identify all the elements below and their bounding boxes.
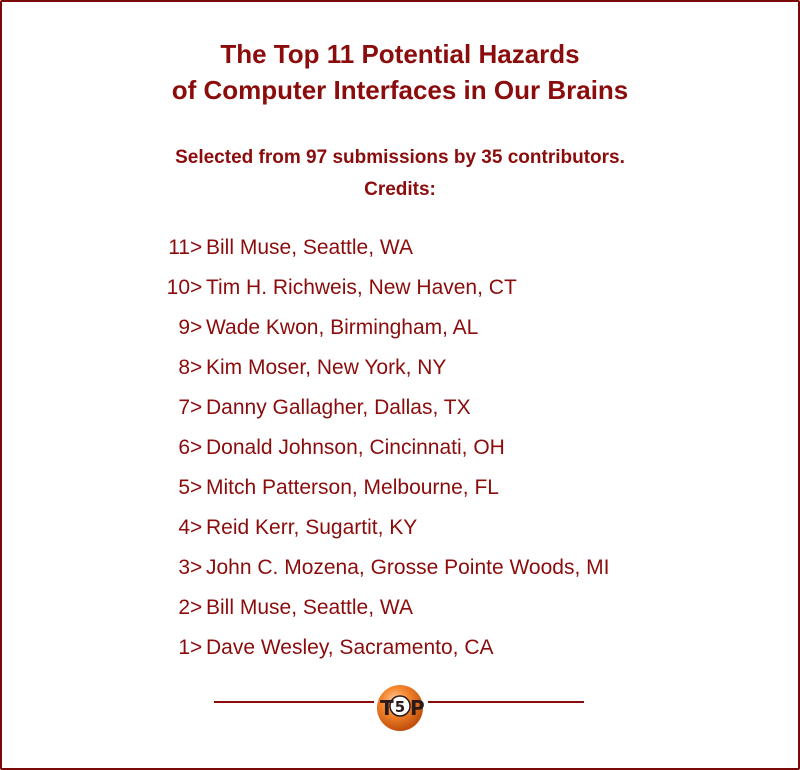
- contributor-name: John C. Mozena, Grosse Pointe Woods, MI: [206, 556, 610, 579]
- rank-separator: >: [190, 316, 203, 339]
- list-item: [0, 588, 800, 628]
- rank-separator: >: [190, 516, 203, 539]
- rank-number: 11: [168, 236, 190, 259]
- list-item: [0, 268, 800, 308]
- rank-separator: >: [190, 276, 203, 299]
- contributor-name: Bill Muse, Seattle, WA: [206, 236, 413, 259]
- list-item: [0, 388, 800, 428]
- rank-separator: >: [190, 636, 203, 659]
- contributor-name: Dave Wesley, Sacramento, CA: [206, 636, 494, 659]
- top5-logo: [372, 682, 428, 732]
- rank-number: 5: [178, 476, 190, 499]
- rank-number: 6: [178, 436, 190, 459]
- rank-number: 1: [178, 636, 190, 659]
- title-line-2: of Computer Interfaces in Our Brains: [171, 75, 629, 105]
- contributor-name: Danny Gallagher, Dallas, TX: [206, 396, 471, 419]
- contributor-name: Bill Muse, Seattle, WA: [206, 596, 413, 619]
- divider-left: [214, 701, 374, 703]
- rank-number: 4: [178, 516, 190, 539]
- rank-number: 2: [178, 596, 190, 619]
- rank-number: 9: [178, 316, 190, 339]
- rank-separator: >: [190, 396, 203, 419]
- rank-number: 10: [166, 276, 190, 299]
- rank-number: 8: [178, 356, 190, 379]
- rank-separator: >: [190, 356, 203, 379]
- list-item: [0, 308, 800, 348]
- list-item: [0, 348, 800, 388]
- list-item: [0, 508, 800, 548]
- rank-separator: >: [190, 556, 203, 579]
- title-line-1: The Top 11 Potential Hazards: [220, 39, 580, 69]
- subtitle: [0, 142, 800, 206]
- credits-heading: Credits:: [364, 179, 436, 200]
- contributor-name: Wade Kwon, Birmingham, AL: [206, 316, 479, 339]
- submissions-summary: Selected from 97 submissions by 35 contributors.: [175, 147, 625, 168]
- contributor-name: Tim H. Richweis, New Haven, CT: [206, 276, 517, 299]
- contributor-name: Reid Kerr, Sugartit, KY: [206, 516, 418, 539]
- list-item: [0, 228, 800, 268]
- logo-letter-t: T: [380, 696, 394, 720]
- list-item: [0, 628, 800, 668]
- contributor-name: Donald Johnson, Cincinnati, OH: [206, 436, 505, 459]
- contributor-name: Mitch Patterson, Melbourne, FL: [206, 476, 499, 499]
- divider-right: [428, 701, 584, 703]
- list-item: [0, 468, 800, 508]
- rank-separator: >: [190, 436, 203, 459]
- rank-separator: >: [190, 476, 203, 499]
- page-title: [0, 36, 800, 108]
- rank-separator: >: [190, 596, 203, 619]
- rank-separator: >: [190, 236, 203, 259]
- logo-letter-p: P: [410, 696, 425, 720]
- contributor-name: Kim Moser, New York, NY: [206, 356, 447, 379]
- credits-list: [0, 228, 800, 668]
- rank-number: 3: [178, 556, 190, 579]
- list-item: [0, 428, 800, 468]
- rank-number: 7: [178, 396, 190, 419]
- list-item: [0, 548, 800, 588]
- logo-digit: 5: [394, 698, 406, 716]
